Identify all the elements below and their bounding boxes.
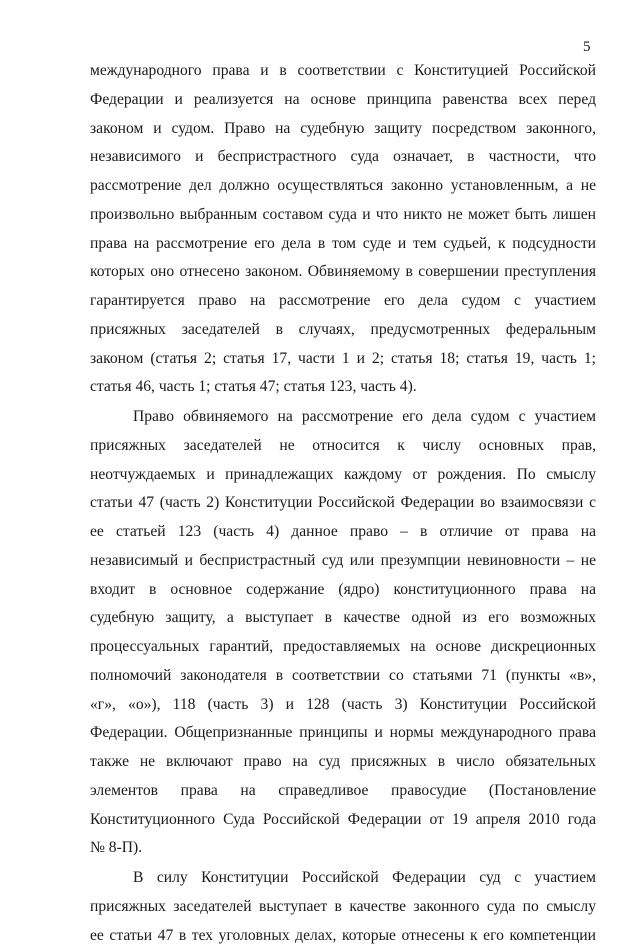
- text-line: гарантируется право на рассмотрение его дела судом с участием: [90, 287, 596, 316]
- text-line: международного права и в соответствии с Конституцией Российской: [90, 57, 596, 86]
- text-line: ее статьи 47 в тех уголовных делах, которые отнесены к его компетенции: [90, 922, 596, 950]
- text-line: рассмотрение дел должно осуществляться законно установленным, а не: [90, 172, 596, 201]
- text-line: права на рассмотрение его дела в том суде и тем судьей, к подсудности: [90, 230, 596, 259]
- text-line: независимый и беспристрастный суд или презумпции невиновности – не: [90, 547, 596, 576]
- text-line: статья 46, часть 1; статья 47; статья 123, часть 4).: [90, 373, 596, 402]
- paragraph-2: [90, 403, 596, 863]
- text-line: «г», «о»), 118 (часть 3) и 128 (часть 3) Конституции Российской: [90, 691, 596, 720]
- body-text: [90, 57, 596, 950]
- text-line: неотчуждаемых и принадлежащих каждому от рождения. По смыслу: [90, 461, 596, 490]
- text-line: Федерации. Общепризнанные принципы и нормы международного права: [90, 719, 596, 748]
- paragraph-1: [90, 57, 596, 402]
- text-line: независимого и беспристрастного суда означает, в частности, что: [90, 143, 596, 172]
- text-line: № 8-П).: [90, 834, 596, 863]
- page-number: 5: [583, 38, 591, 56]
- text-line: статьи 47 (часть 2) Конституции Российской Федерации во взаимосвязи с: [90, 489, 596, 518]
- text-line: присяжных заседателей не относится к числу основных прав,: [90, 432, 596, 461]
- text-line: процессуальных гарантий, предоставляемых на основе дискреционных: [90, 633, 596, 662]
- text-line: Право обвиняемого на рассмотрение его дела судом с участием: [90, 403, 596, 432]
- text-line: которых оно отнесено законом. Обвиняемому в совершении преступления: [90, 258, 596, 287]
- text-line: входит в основное содержание (ядро) конституционного права на: [90, 576, 596, 605]
- text-line: Федерации и реализуется на основе принципа равенства всех перед: [90, 86, 596, 115]
- text-line: присяжных заседателей в случаях, предусмотренных федеральным: [90, 316, 596, 345]
- text-line: также не включают право на суд присяжных в число обязательных: [90, 748, 596, 777]
- text-line: элементов права на справедливое правосудие (Постановление: [90, 777, 596, 806]
- text-line: полномочий законодателя в соответствии со статьями 71 (пункты «в»,: [90, 662, 596, 691]
- text-line: ее статьей 123 (часть 4) данное право – в отличие от права на: [90, 518, 596, 547]
- text-line: законом (статья 2; статья 17, части 1 и 2; статья 18; статья 19, часть 1;: [90, 345, 596, 374]
- text-line: Конституционного Суда Российской Федерации от 19 апреля 2010 года: [90, 806, 596, 835]
- text-line: В силу Конституции Российской Федерации суд с участием: [90, 864, 596, 893]
- text-line: судебную защиту, а выступает в качестве одной из его возможных: [90, 604, 596, 633]
- text-line: произвольно выбранным составом суда и что никто не может быть лишен: [90, 201, 596, 230]
- text-line: законом и судом. Право на судебную защиту посредством законного,: [90, 115, 596, 144]
- paragraph-3: [90, 864, 596, 950]
- text-line: присяжных заседателей выступает в качестве законного суда по смыслу: [90, 893, 596, 922]
